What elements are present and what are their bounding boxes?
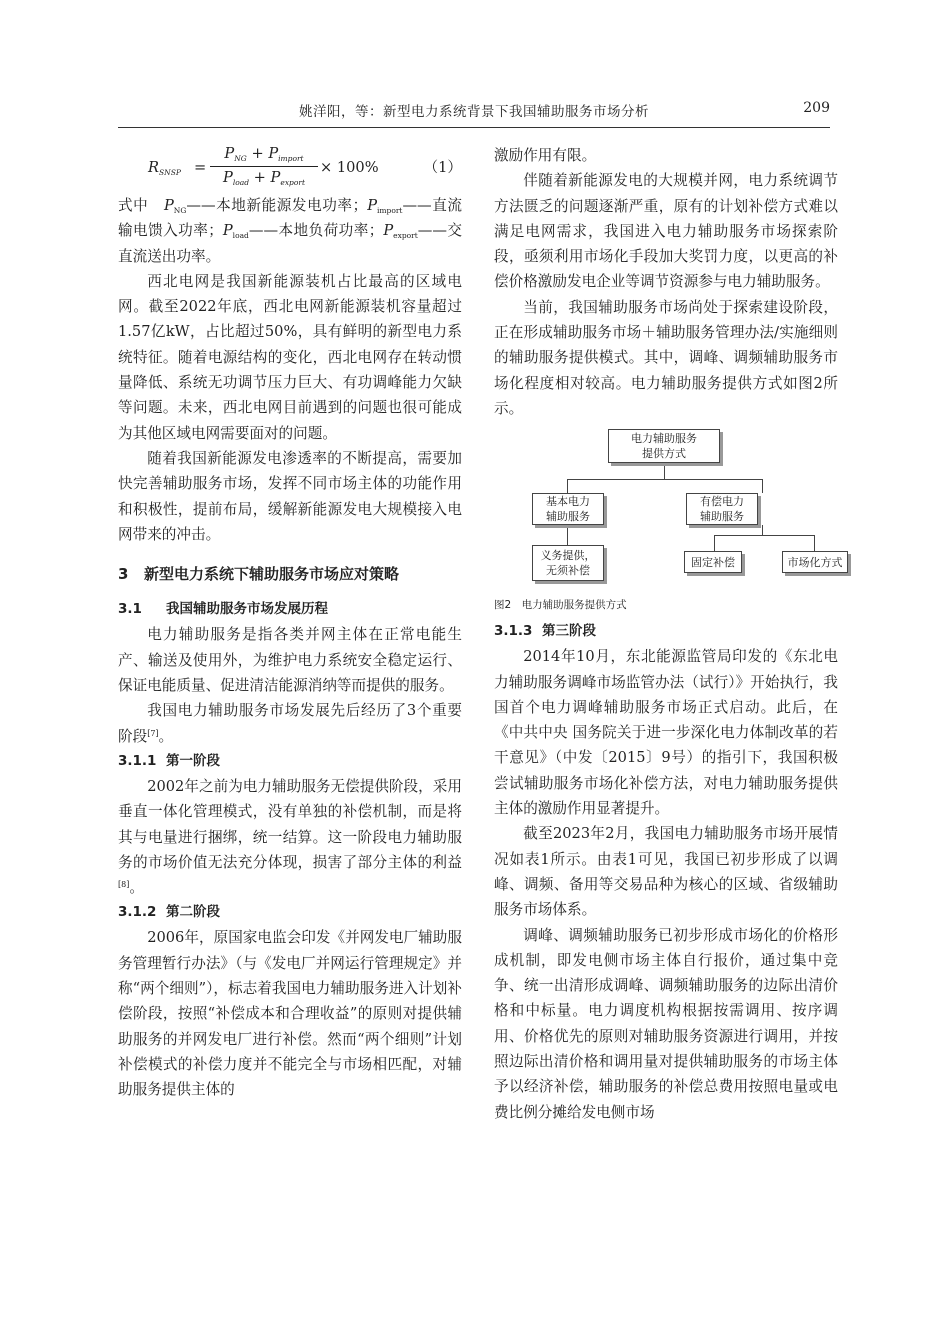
paragraph: 激励作用有限。: [494, 147, 597, 164]
equation-1: [118, 143, 462, 193]
formula-definitions: 式中 $P_{NG}——$本地新能源发电功率；$P_{import}——$直流输电馈入功率；$P_{load}——$本地负荷功率；$P_{export}——$交直流送出功率。: [118, 197, 462, 265]
diagram-node-market: 市场化方式: [782, 551, 848, 573]
formula-denominator: $P_{load} + P_{export}$: [223, 169, 305, 187]
paragraph: 电力辅助服务是指各类并网主体在正常电能生产、输送及使用外，为维护电力系统安全稳定运行、保证电能质量、促进清洁能源消纳等而提供的服务。: [118, 626, 462, 695]
formula-lhs: $R_{SNSP}$: [148, 159, 181, 177]
diagram-node-root: 电力辅助服务 提供方式: [608, 429, 720, 463]
paragraph: 2002年之前为电力辅助服务无偿提供阶段，采用垂直一体化管理模式，没有单独的补偿机制，而是将其与电量进行捆绑，统一结算。这一阶段电力辅助服务的市场价值无法充分体现，损害了部分主体的利益[8]。: [118, 777, 462, 897]
citation: [7]: [147, 728, 159, 738]
page-number: 209: [803, 100, 830, 116]
section-heading-3-1-3: 3.1.3 第三阶段: [494, 623, 596, 640]
citation: [8]: [118, 880, 130, 890]
paragraph: 伴随着新能源发电的大规模并网，电力系统调节方法匮乏的问题逐渐严重，原有的计划补偿方式难以满足电网需求，我国进入电力辅助服务市场探索阶段，亟须利用市场化手段加大奖罚力度，以更高的补偿价格激励发电企业等调节资源参与电力辅助服务。: [494, 172, 838, 291]
section-heading-3-1-2: 3.1.2 第二阶段: [118, 904, 220, 921]
paragraph: 截至2023年2月，我国电力辅助服务市场开展情况如表1所示。由表1可见，我国已初步形成了以调峰、调频、备用等交易品种为核心的区域、省级辅助服务市场体系。: [494, 825, 838, 919]
equation-number: （1）: [423, 159, 462, 176]
section-heading-3: 3 新型电力系统下辅助服务市场应对策略: [118, 565, 400, 584]
section-heading-3-1: 3.1 我国辅助服务市场发展历程: [118, 601, 328, 618]
formula-equals: =: [194, 159, 207, 176]
diagram-node-free: 义务提供， 无须补偿: [532, 545, 604, 581]
header-rule: [118, 127, 830, 128]
figure-caption: 图2 电力辅助服务提供方式: [494, 599, 627, 612]
paragraph: 西北电网是我国新能源装机占比最高的区域电网。截至2022年底，西北电网新能源装机容量超过1.57亿kW，占比超过50%，具有鲜明的新型电力系统特征。随着电源结构的变化，西北电网存在转动惯量降低、系统无功调节压力巨大、有功调峰能力欠缺等问题。未来，西北电网目前遇到的问题也很可能成为其他区域电网需要面对的问题。: [118, 272, 462, 442]
paragraph: 我国电力辅助服务市场发展先后经历了3个重要阶段[7]。: [118, 702, 462, 745]
paragraph: 调峰、调频辅助服务已初步形成市场化的价格形成机制，即发电侧市场主体自行报价，通过集中竞争、统一出清形成调峰、调频辅助服务的边际出清价格和中标量。电力调度机构根据按需调用、按序调用、价格优先的原则对辅助服务资源进行调用，并按照边际出清价格和调用量对提供辅助服务的市场主体予以经济补偿，辅助服务的补偿总费用按照电量或电费比例分摊给发电侧市场: [494, 926, 838, 1121]
left-column: [118, 143, 462, 1103]
section-heading-3-1-1: 3.1.1 第一阶段: [118, 752, 220, 769]
formula-numerator: $P_{NG} + P_{import}$: [210, 143, 318, 167]
paragraph: 当前，我国辅助服务市场尚处于探索建设阶段，正在形成辅助服务市场＋辅助服务管理办法/实施细则的辅助服务提供模式。其中，调峰、调频辅助服务市场化程度相对较高。电力辅助服务提供方式如图2所示。: [494, 298, 838, 417]
formula-percent: × 100%: [320, 159, 379, 176]
diagram-node-basic: 基本电力 辅助服务: [532, 493, 604, 525]
diagram-node-paid: 有偿电力 辅助服务: [686, 493, 758, 525]
running-header: [118, 100, 830, 126]
paragraph: 2014年10月，东北能源监管局印发的《东北电力辅助服务调峰市场监管办法（试行）》开始执行，我国首个电力调峰辅助服务市场正式启动。此后，在《中共中央 国务院关于进一步深化电力体制改革的若干意见》（中发〔2015〕9号）的指引下，我国积极尝试辅助服务市场化补偿方法，对电力辅助服务提供主体的激励作用显著提升。: [494, 648, 838, 818]
running-title: 姚洋阳，等：新型电力系统背景下我国辅助服务市场分析: [299, 104, 649, 120]
figure-2-diagram: [494, 429, 843, 597]
right-column: [494, 143, 843, 1125]
paragraph: 2006年，原国家电监会印发《并网发电厂辅助服务管理暂行办法》（与《发电厂并网运行管理规定》并称“两个细则”），标志着我国电力辅助服务进入计划补偿阶段，按照“补偿成本和合理收益”的原则对提供辅助服务的并网发电厂进行补偿。然而“两个细则”计划补偿模式的补偿力度并不能完全与市场相匹配，对辅助服务提供主体的: [118, 929, 462, 1099]
paragraph: 随着我国新能源发电渗透率的不断提高，需要加快完善辅助服务市场，发挥不同市场主体的功能作用和积极性，提前布局，缓解新能源发电大规模接入电网带来的冲击。: [118, 449, 462, 543]
diagram-node-fixed: 固定补偿: [684, 551, 742, 573]
formula-fraction: [210, 143, 318, 189]
